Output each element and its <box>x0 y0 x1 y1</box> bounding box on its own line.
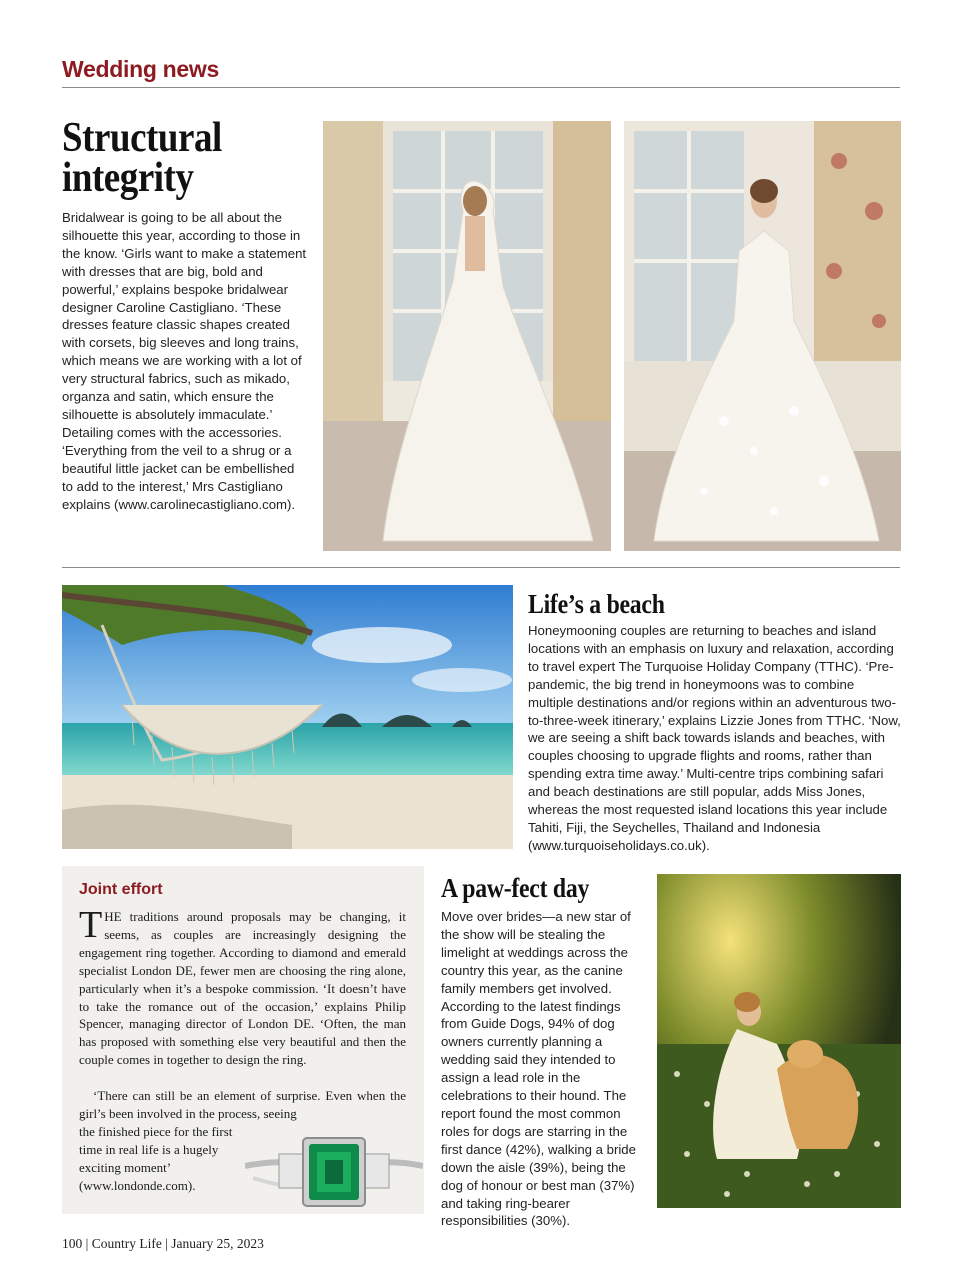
story-paw-body: Move over brides—a new star of the show will be stealing the limelight at weddings across the country this year, as the canine family members get involved. According to the latest findings from Guide Dogs, 94% of dog owners currently planning a wedding said they intended to assign a lead role in the celebrations to their hound. The report found the most common roles for dogs are starring in the first dance (42%), walking a bride down the aisle (39%), being the dog of honour or best man (37%) and taking ring-bearer responsibilities (30%). <box>441 909 636 1229</box>
story-beach-title: Life’s a beach <box>528 589 665 619</box>
issue-date: January 25, 2023 <box>171 1236 264 1251</box>
footer-separator: | <box>82 1236 92 1251</box>
story-joint-title: Joint effort <box>79 881 163 898</box>
middle-rule <box>62 567 900 568</box>
story-joint-p1-rest: it seems, as couples are increasingly designing the engagement ring together. According to diamond and emerald specialist London DE, fewer men are choosing the ring alone, particularly when it’s a bespoke commission. ‘It doesn’t have to take the romance out of the occasion,’ explains Philip Spencer, managing director of London DE. ‘Often, the man has proposed with something else very beautiful and then the couple comes in together to design the ring. <box>79 909 406 1068</box>
publication-name: Country Life <box>91 1236 162 1251</box>
story-joint-paragraph-3: the finished piece for the first time in real life is a hugely exciting moment’ (www.londonde.com). <box>79 1124 233 1193</box>
page-number: 100 <box>62 1236 83 1251</box>
story-structural-body: Bridalwear is going to be all about the silhouette this year, according to those in the know. ‘Girls want to make a statement with dresses that are big, bold and powerful,’ explains bespoke bridalwear designer Caroline Castigliano. ‘These dresses feature classic shapes created with corsets, big sleeves and long trains, which means we are working with a lot of very structural fabrics, such as mikado, organza and satin, which ensure the silhouette is absolutely immaculate.’ Detailing comes with the accessories. ‘Everything from the veil to a shrug or a beautiful little jacket can be embellished to add to the interest,’ Mrs Castigliano explains (www.carolinecastigliano.com). <box>62 210 307 512</box>
top-rule <box>62 87 900 88</box>
bride-front-view-photo <box>624 121 901 551</box>
emerald-ring-photo <box>245 1136 423 1212</box>
bride-back-view-photo <box>323 121 611 551</box>
story-beach-body: Honeymooning couples are returning to beaches and island locations with an emphasis on luxury and relaxation, according to travel expert The Turquoise Holiday Company (TTHC). ‘Pre-pandemic, the big trend in honeymoons was to combine multiple destinations and/or regions within an adventurous two-to-three-week itinerary,’ explains Lizzie Jones from TTHC. ‘Now, we are seeing a shift back towards islands and beaches, with couples choosing to upgrade flights and rooms, rather than spending extra time away.’ Multi-centre trips combining safari and beach destinations are still popular, adds Miss Jones, whereas the most requested island locations this year include Tahiti, Fiji, the Seychelles, Thailand and Indonesia (www.turquoiseholidays.co.uk). <box>528 623 901 853</box>
footer-separator: | <box>161 1236 172 1251</box>
story-paw-title: A paw-fect day <box>441 873 590 903</box>
story-joint-lead: HE traditions around proposals may be changing, <box>104 909 391 924</box>
bride-with-dog-photo <box>657 874 901 1208</box>
section-label: Wedding news <box>62 56 219 82</box>
story-joint-paragraph-1 <box>79 904 406 1069</box>
story-structural-title: Structural integrity <box>62 115 222 201</box>
page-footer <box>62 1236 264 1252</box>
beach-hammock-photo <box>62 585 513 849</box>
story-joint-paragraph-2: ‘There can still be an element of surprise. Even when the girl’s been involved in the process, seeing <box>79 1088 406 1121</box>
drop-cap: T <box>79 904 103 946</box>
